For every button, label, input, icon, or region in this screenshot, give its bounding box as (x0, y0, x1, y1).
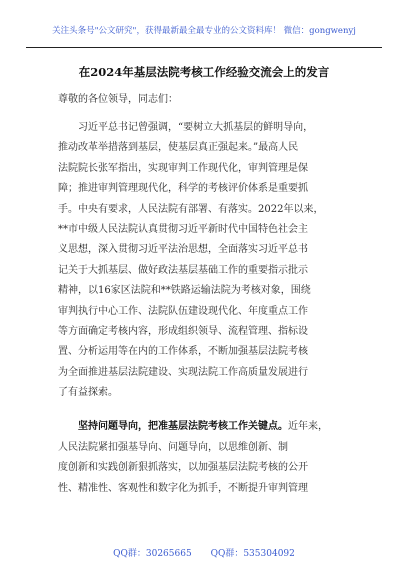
paragraph-line: 法院院长张军指出，实现审判工作现代化，审判管理是保 (58, 162, 308, 174)
page-header-banner: 关注头条号"公文研究"，获得最新最全最专业的公文资料库！ 微信：gongwenyj (52, 26, 356, 36)
paragraph-text: 近年来， (288, 421, 328, 433)
paragraph-line: 置、分析运用等在内的工作体系，不断加强基层法院考核 (58, 346, 308, 358)
paragraph-line: 人民法院紧扣强基导向、问题导向，以思维创新、制 (58, 441, 288, 453)
greeting: 尊敬的各位领导，同志们： (58, 94, 178, 105)
paragraph-line: 审判执行中心工作、法院队伍建设现代化、年度重点工作 (58, 305, 308, 317)
paragraph-line: 手。中央有要求，人民法院有部署、有落实。2022年以来， (58, 203, 324, 215)
page-footer (0, 546, 408, 559)
footer-qq-group-1: QQ群：30265665 (113, 549, 192, 559)
paragraph-line: 为全面推进基层法院建设、实现法院工作高质量发展进行 (58, 366, 308, 378)
paragraph-line: 了有益探索。 (58, 387, 118, 399)
section-heading: 坚持问题导向，把准基层法院考核工作关键点。 (58, 421, 288, 433)
paragraph-line: 度创新和实践创新狠抓落实，以加强基层法院考核的公开 (58, 462, 308, 474)
paragraph-line: 障；推进审判管理现代化，科学的考核评价体系是重要抓 (58, 183, 308, 195)
paragraph-line: 性、精准性、客观性和数字化为抓手，不断提升审判管理 (58, 482, 308, 494)
paragraph-line: 推动改革举措落到基层，使基层真正强起来。”最高人民 (58, 142, 299, 154)
paragraph-line: 记关于大抓基层、做好政法基层基础工作的重要指示批示 (58, 264, 308, 276)
document-body (58, 118, 354, 499)
header-divider (26, 47, 382, 48)
paragraph-line: 精神，以16家区法院和**铁路运输法院为考核对象，围绕 (58, 285, 311, 297)
paragraph-line (58, 417, 354, 437)
paragraph-line: 义思想，深入贯彻习近平法治思想，全面落实习近平总书 (58, 244, 308, 256)
document-title: 在2024年基层法院考核工作经验交流会上的发言 (78, 65, 330, 79)
paragraph-line: **市中级人民法院认真贯彻习近平新时代中国特色社会主 (58, 223, 308, 235)
paragraph-line: 等方面确定考核内容，形成组织领导、流程管理、指标设 (58, 325, 308, 337)
paragraph-line: 习近平总书记曾强调，“要树立大抓基层的鲜明导向， (58, 122, 314, 133)
footer-qq-group-2: QQ群：535304092 (210, 549, 295, 559)
